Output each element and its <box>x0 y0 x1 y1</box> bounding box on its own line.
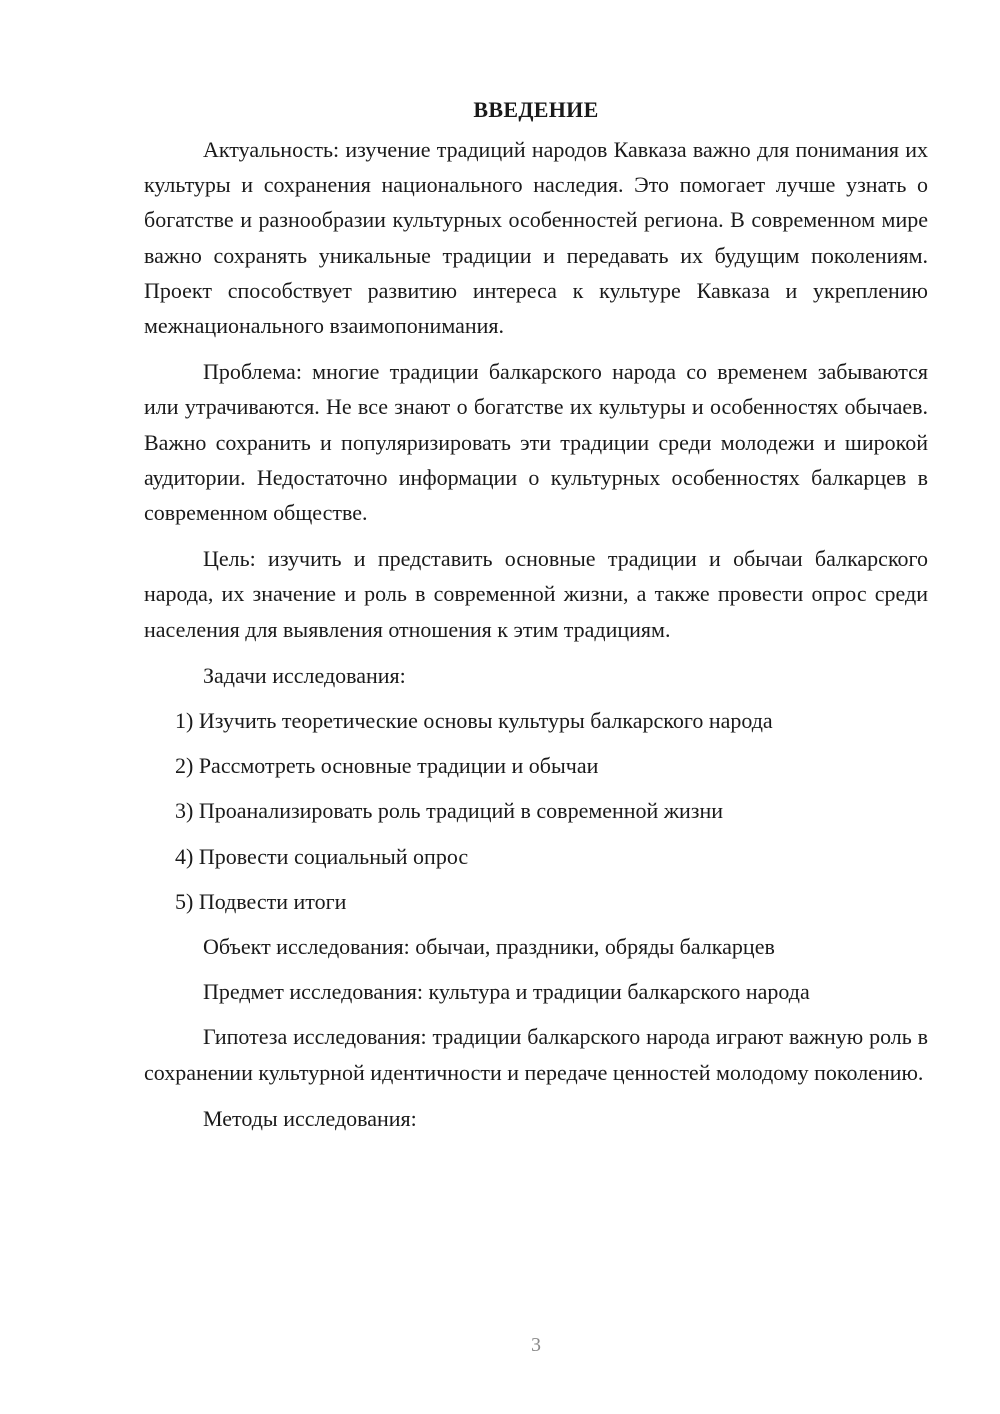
tasks-list <box>144 703 928 919</box>
goal-paragraph: Цель: изучить и представить основные традиции и обычаи балкарского народа, их значение и роль в современной жизни, а также провести опрос среди населения для выявления отношения к этим традициям. <box>144 546 928 642</box>
list-item: 1) Изучить теоретические основы культуры балкарского народа <box>175 708 773 734</box>
list-item: 2) Рассмотреть основные традиции и обычаи <box>175 753 599 779</box>
relevance-paragraph: Актуальность: изучение традиций народов Кавказа важно для понимания их культуры и сохранения национального наследия. Это помогает лучше узнать о богатстве и разнообразии культурных особенностей региона. В современном мире важно сохранять уникальные традиции и передавать их будущим поколениям. Проект способствует развитию интереса к культуре Кавказа и укреплению межнационального взаимопонимания. <box>144 137 928 339</box>
methods-heading: Методы исследования: <box>203 1105 417 1131</box>
page-number: 3 <box>531 1334 541 1356</box>
research-object: Объект исследования: обычаи, праздники, обряды балкарцев <box>203 934 775 960</box>
list-item: 5) Подвести итоги <box>175 888 347 914</box>
list-item: 3) Проанализировать роль традиций в современной жизни <box>175 798 724 824</box>
research-subject: Предмет исследования: культура и традиции балкарского народа <box>203 979 810 1005</box>
list-item: 4) Провести социальный опрос <box>175 843 469 869</box>
page-title: ВВЕДЕНИЕ <box>473 97 599 122</box>
document-page <box>144 92 928 1146</box>
tasks-heading: Задачи исследования: <box>203 662 406 688</box>
problem-paragraph: Проблема: многие традиции балкарского народа со временем забываются или утрачиваются. Не все знают о богатстве их культуры и особенностях обычаев. Важно сохранить и популяризировать эти традиции среди молодежи и широкой аудитории. Недостаточно информации о культурных особенностях балкарцев в современном обществе. <box>144 359 928 526</box>
hypothesis-paragraph: Гипотеза исследования: традиции балкарского народа играют важную роль в сохранении культурной идентичности и передаче ценностей молодому поколению. <box>144 1024 928 1085</box>
